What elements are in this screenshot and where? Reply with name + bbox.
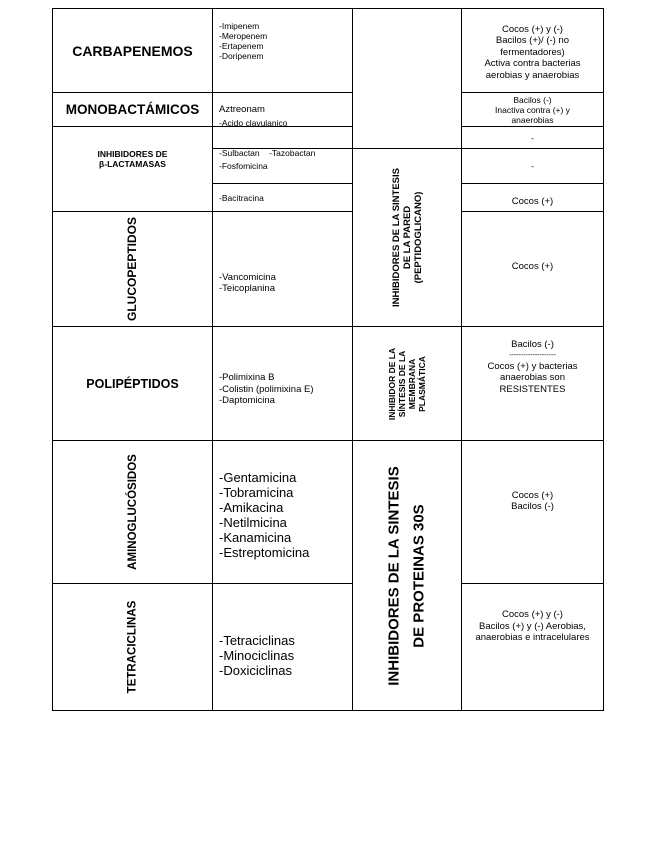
drugs-aminoglucosidos: -Gentamicina -Tobramicina -Amikacina -Netilmicina -Kanamicina -Estreptomicina [219,470,310,560]
spectrum-fosfomicina: - [531,161,534,171]
family-monobactamicos: MONOBACTÁMICOS [65,102,200,117]
drugs-monobactamicos: Aztreonam [219,103,265,115]
spectrum-monobactamicos: Bacilos (-) Inactiva contra (+) y anaerobias [495,94,570,125]
family-carbapenemos: CARBAPENEMOS [72,42,193,59]
family-aminoglucosidos: AMINOGLUCÓSIDOS [126,454,139,570]
spectrum-polipeptidos: Bacilos (-) -------------------- Cocos (+) y bacterias anaerobias son RESISTENTES [487,339,578,395]
spectrum-inhibidores: - [531,132,534,143]
spectrum-tetraciclinas: Cocos (+) y (-) Bacilos (+) y (-) Aerobias, anaerobias e intracelulares [475,609,590,643]
drugs-inhibidores: -Acido clavulanico -Sulbactan -Tazobactan [219,117,316,158]
family-tetraciclinas: TETRACICLINAS [126,600,139,694]
spectrum-glucopeptidos: Cocos (+) [511,261,554,273]
spectrum-carbapenemos: Cocos (+) y (-) Bacilos (+)/ (-) no fermentadores) Activa contra bacterias aerobias y anaerobias [484,23,581,81]
drugs-fosfomicina: -Fosfomicina [219,161,268,171]
family-glucopeptidos: GLUCOPEPTIDOS [125,216,140,322]
drugs-glucopeptidos: -Vancomicina -Teicoplanina [219,271,276,294]
mechanism-membrana: INHIBIDOR DE LA SÍNTESIS DE LA MEMBRANA PLASMÁTICA [387,347,427,420]
family-inhibidores-betalactamasas: INHIBIDORES DE β-LACTAMASAS [97,149,168,169]
spectrum-aminoglucosidos: Cocos (+) Bacilos (-) [511,489,554,512]
drugs-tetraciclinas: -Tetraciclinas -Minociclinas -Doxiciclinas [219,632,295,678]
drugs-carbapenemos: -Imipenem -Meropenem -Ertapenem -Doripenem [219,21,268,61]
family-polipeptidos: POLIPÉPTIDOS [86,376,179,391]
mechanism-proteinas: INHIBIDORES DE LA SINTESIS DE PROTEINAS 30S [386,465,429,686]
spectrum-bacitracina: Cocos (+) [511,195,554,207]
drugs-polipeptidos: -Polimixina B -Colistin (polimixina E) -Daptomicina [219,372,314,407]
drugs-bacitracina: -Bacitracina [219,192,264,203]
mechanism-pared: INHIBIDORES DE LA SINTESIS DE LA PARED (PEPTIDOGLICANO) [390,168,424,307]
